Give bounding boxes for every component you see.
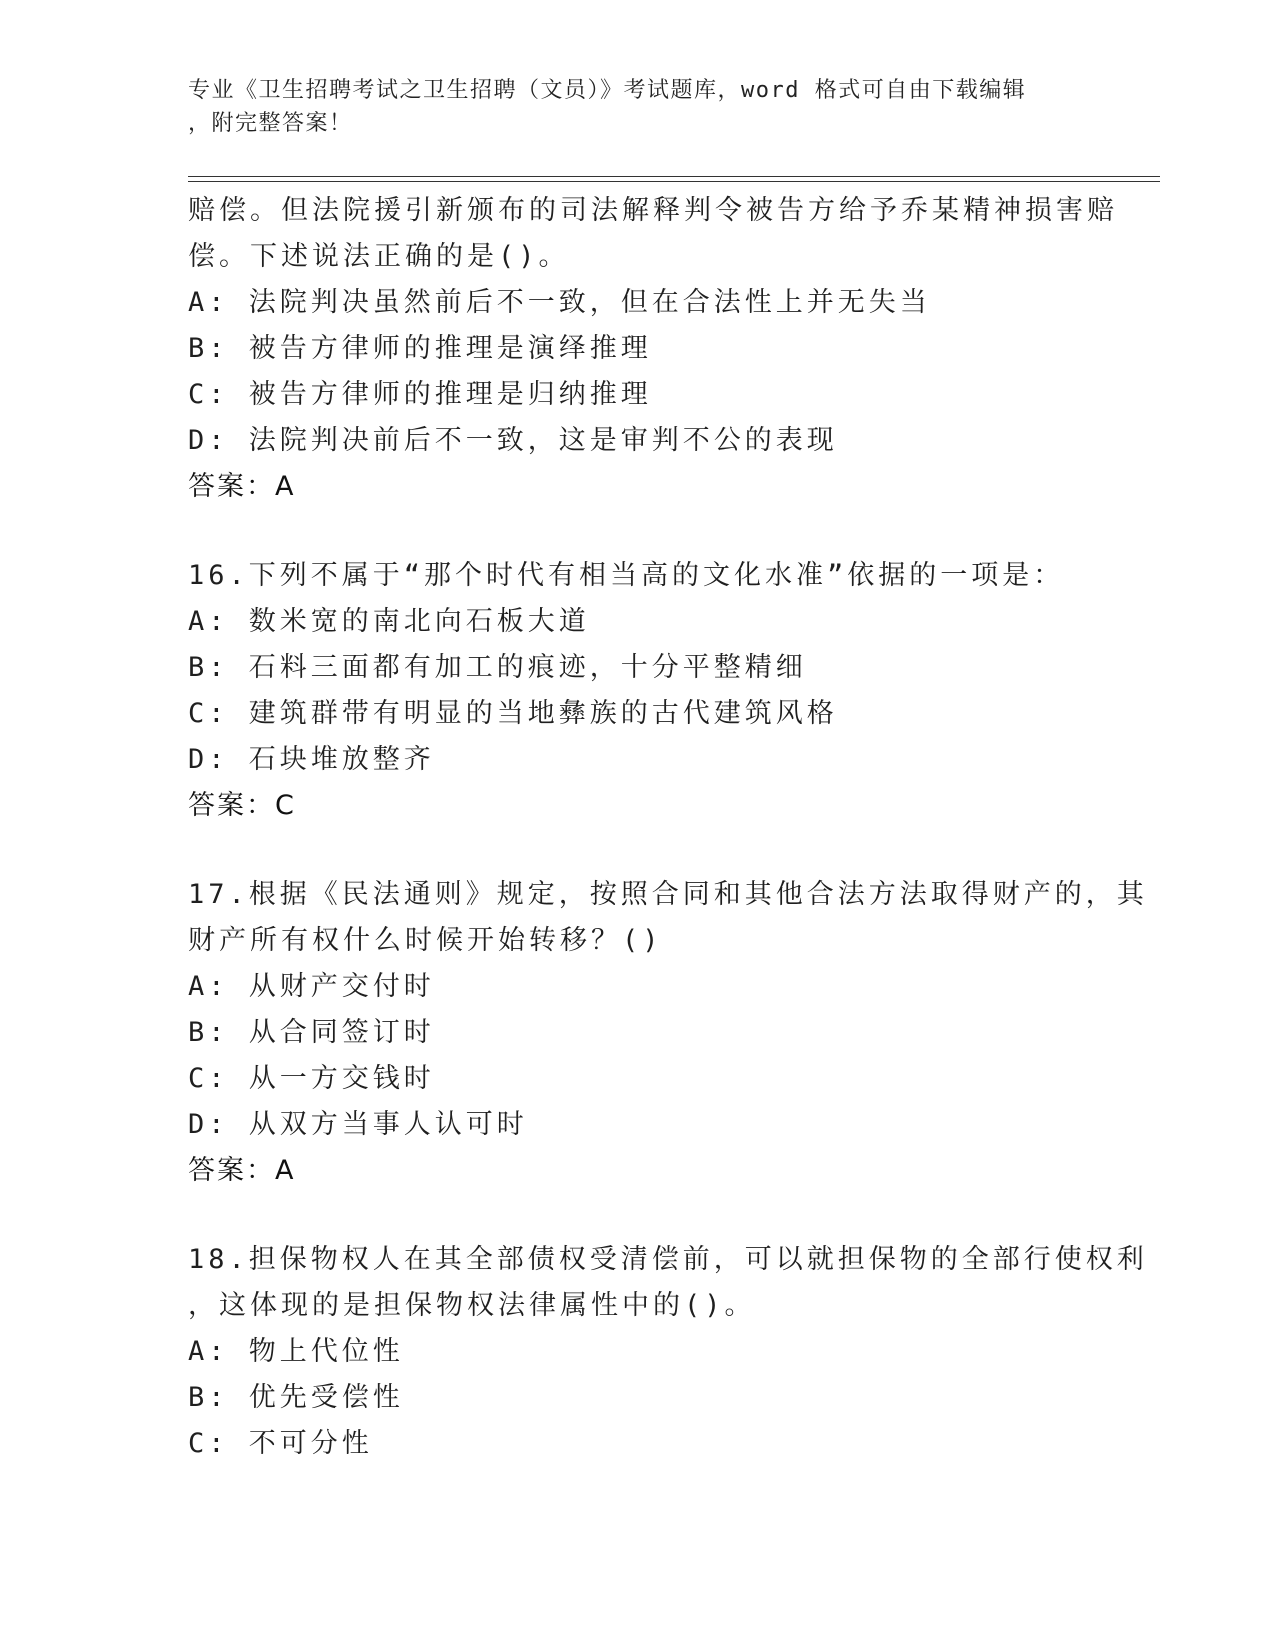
spacer: [188, 510, 1088, 553]
header-line-1: 专业《卫生招聘考试之卫生招聘（文员）》考试题库，word 格式可自由下载编辑: [188, 78, 1027, 103]
spacer: [188, 1194, 1088, 1237]
question-stem-line: 16.下列不属于“那个时代有相当高的文化水准”依据的一项是：: [188, 560, 1065, 591]
question-17: [188, 872, 1148, 1194]
answer-line: 答案：C: [188, 790, 296, 821]
question-18: [188, 1237, 1148, 1467]
option-a: A: 法院判决虽然前后不一致，但在合法性上并无失当: [188, 287, 931, 318]
header-line-2: ，附完整答案！: [188, 111, 353, 136]
header-rule-bottom: [188, 181, 1160, 182]
option-a: A: 物上代位性: [188, 1336, 404, 1367]
document-body: [188, 188, 1148, 1467]
option-d: D: 石块堆放整齐: [188, 744, 435, 775]
question-stem-line: 财产所有权什么时候开始转移？(): [188, 925, 663, 956]
option-a: A: 从财产交付时: [188, 971, 435, 1002]
option-b: B: 从合同签订时: [188, 1017, 435, 1048]
option-d: D: 从双方当事人认可时: [188, 1109, 528, 1140]
option-b: B: 被告方律师的推理是演绎推理: [188, 333, 652, 364]
question-16: [188, 553, 1088, 829]
answer-line: 答案：A: [188, 1155, 296, 1186]
answer-line: 答案：A: [188, 471, 296, 502]
option-b: B: 优先受偿性: [188, 1382, 404, 1413]
question-continued: [188, 188, 1118, 510]
question-stem-line: ，这体现的是担保物权法律属性中的()。: [188, 1290, 756, 1321]
option-c: C: 被告方律师的推理是归纳推理: [188, 379, 652, 410]
header-rule-top: [188, 176, 1160, 177]
option-d: D: 法院判决前后不一致，这是审判不公的表现: [188, 425, 838, 456]
option-c: C: 不可分性: [188, 1428, 373, 1459]
question-stem-line: 18.担保物权人在其全部债权受清偿前，可以就担保物的全部行使权利: [188, 1244, 1148, 1275]
question-stem-line: 赔偿。但法院援引新颁布的司法解释判令被告方给予乔某精神损害赔: [188, 195, 1118, 226]
spacer: [188, 829, 1088, 872]
option-c: C: 建筑群带有明显的当地彝族的古代建筑风格: [188, 698, 838, 729]
question-stem-line: 偿。下述说法正确的是()。: [188, 241, 570, 272]
option-b: B: 石料三面都有加工的痕迹，十分平整精细: [188, 652, 807, 683]
question-stem-line: 17.根据《民法通则》规定，按照合同和其他合法方法取得财产的，其: [188, 879, 1148, 910]
document-header: [188, 74, 1068, 140]
option-c: C: 从一方交钱时: [188, 1063, 435, 1094]
option-a: A: 数米宽的南北向石板大道: [188, 606, 590, 637]
